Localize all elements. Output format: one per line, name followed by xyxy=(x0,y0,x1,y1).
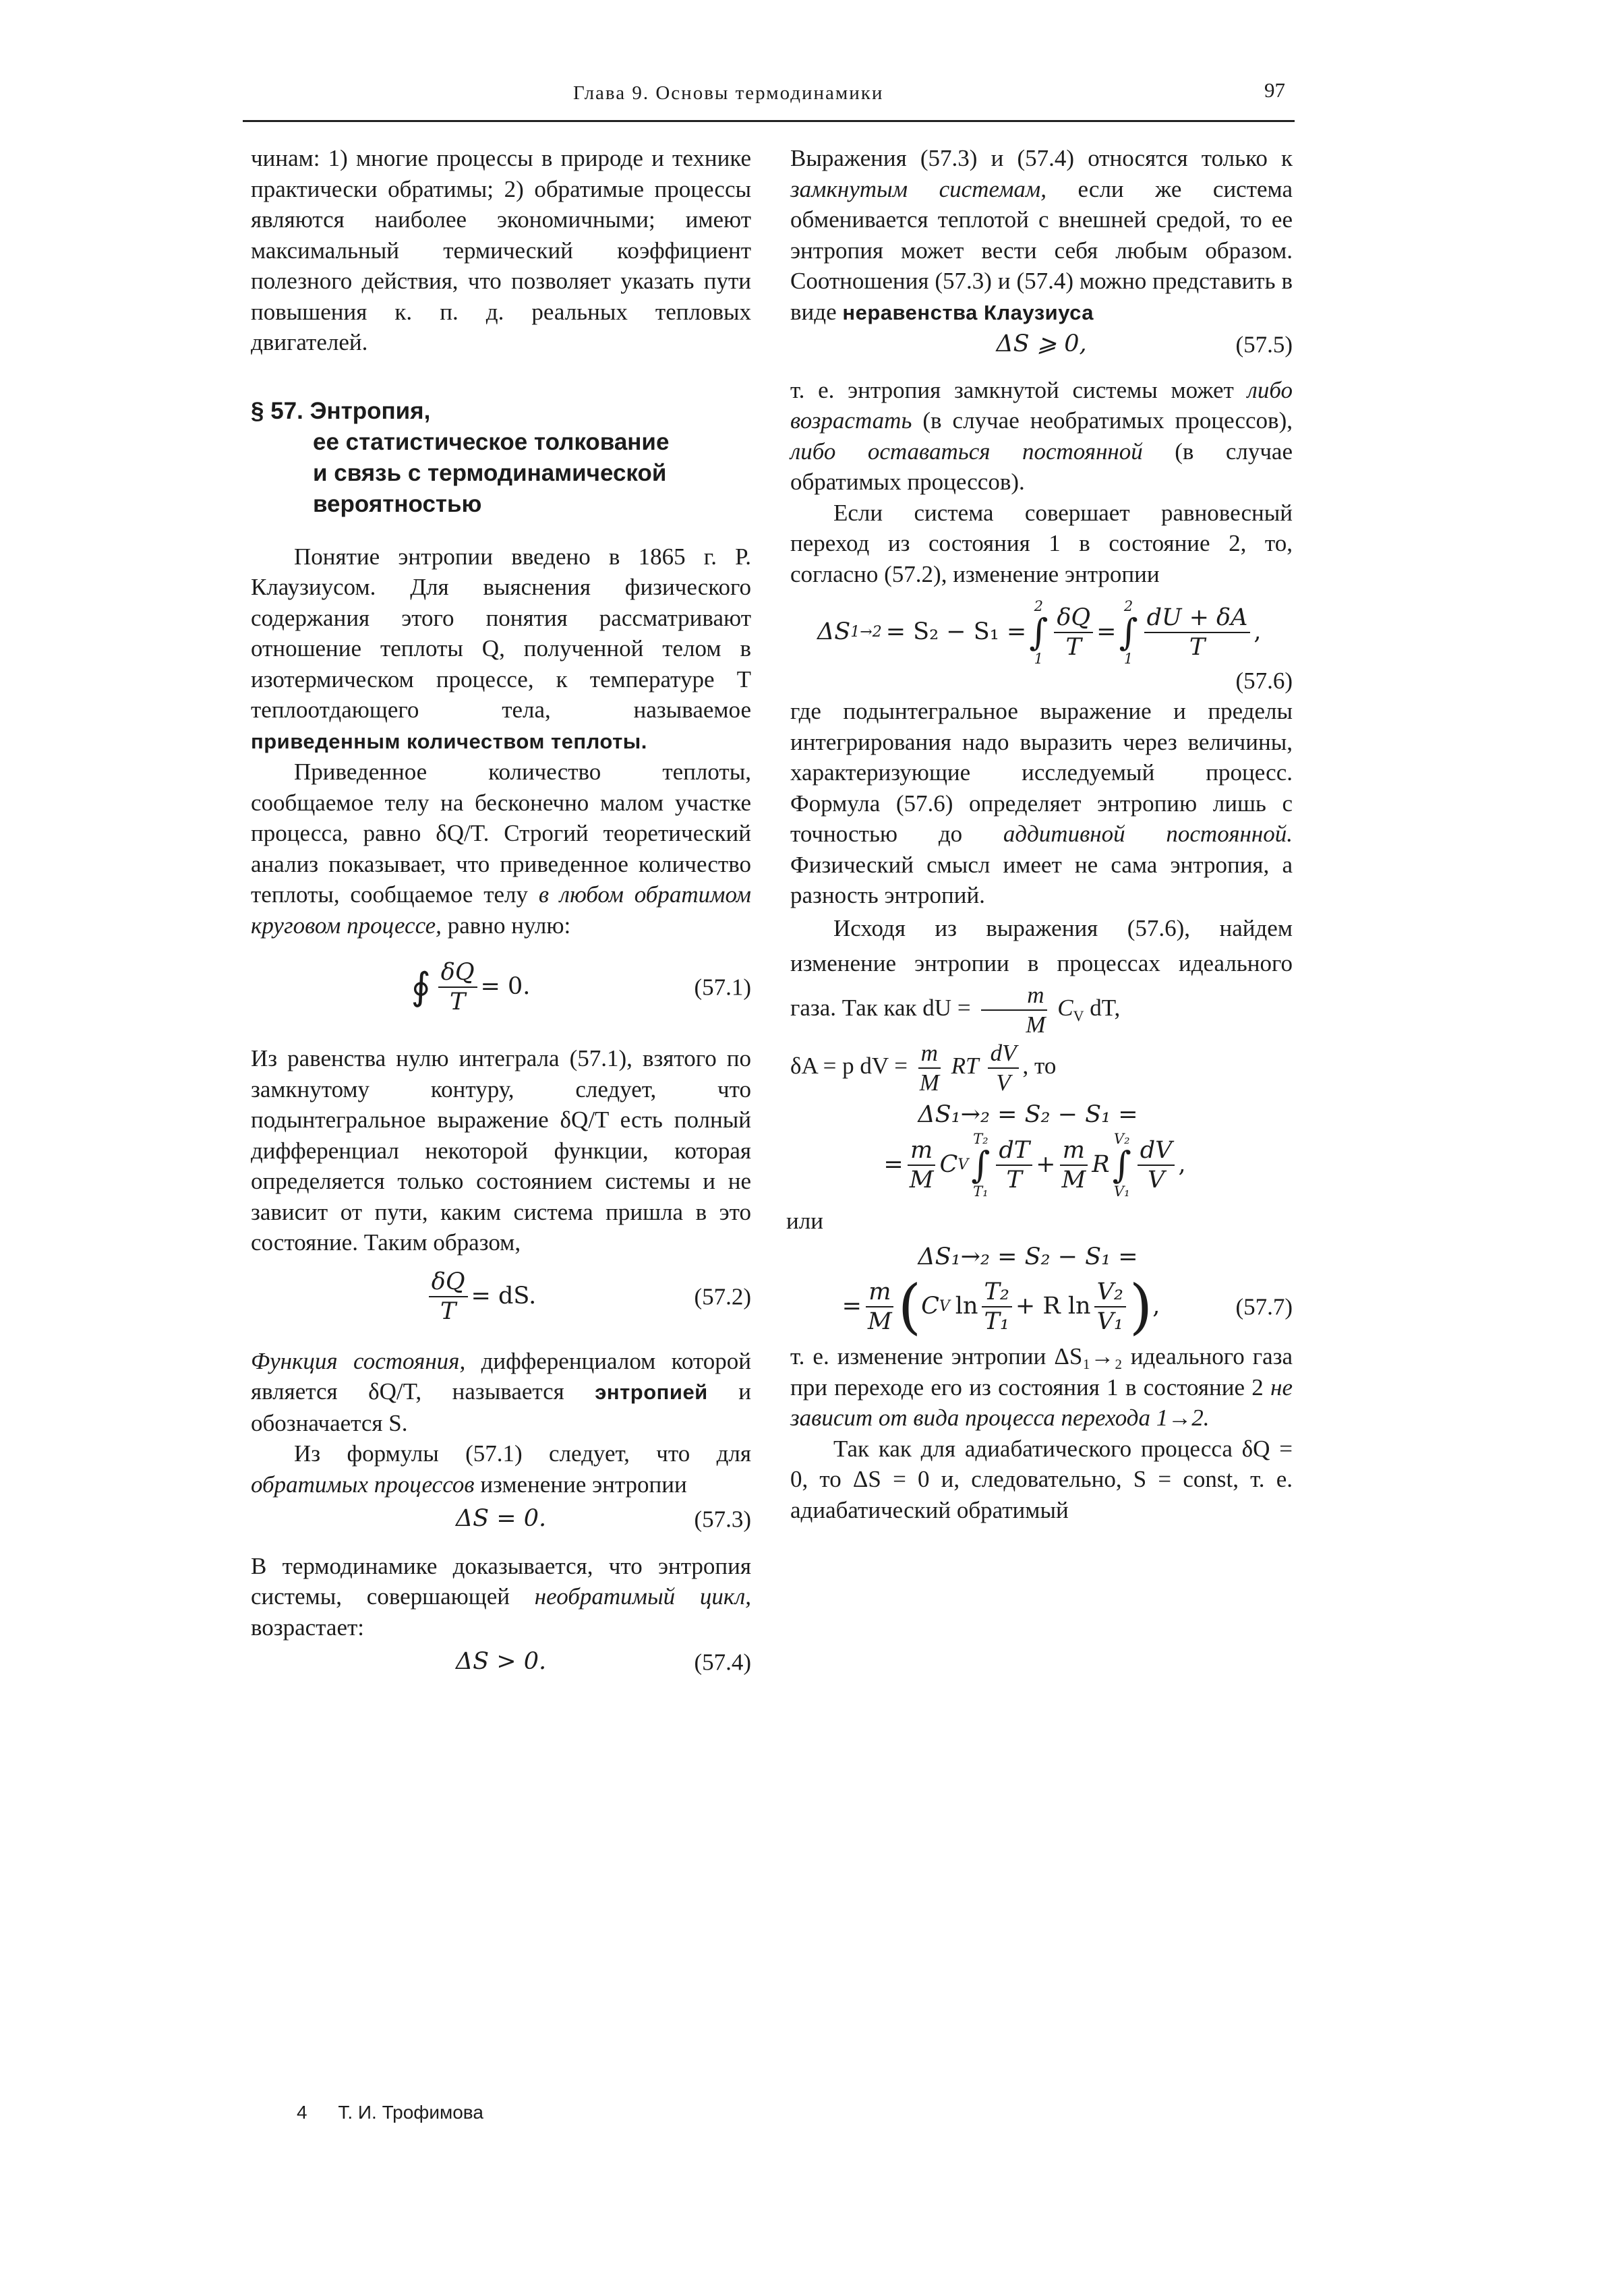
right-column xyxy=(786,143,1293,1525)
fraction: $\frac{dV}{V}$ xyxy=(1138,1136,1175,1194)
paragraph: или xyxy=(786,1208,823,1234)
paragraph: Функция состояния, дифференциалом которой является δQ/T, называется энтропией и обозначается S. xyxy=(251,1347,751,1436)
paragraph: т. е. изменение энтропии ΔS₁→₂ идеального газа при переходе его из состояния 1 в состояние 2 не зависит от вида процесса перехода 1→2. xyxy=(790,1343,1293,1431)
integral-icon: 2 ∫ 1 xyxy=(1029,598,1049,667)
section-heading xyxy=(251,396,751,520)
emphasis: в любом обратимом круговом процессе, xyxy=(251,881,751,939)
equation-57-3: ΔS = 0. (57.3) xyxy=(251,1504,751,1535)
author-name: Т. И. Трофимова xyxy=(338,2102,483,2123)
term-bold: неравенства Клаузиуса xyxy=(842,300,1094,324)
fraction: $\frac{m}{M}$ xyxy=(1059,1136,1088,1194)
equation-57-4: ΔS > 0. (57.4) xyxy=(251,1647,751,1678)
equation-number: (57.3) xyxy=(694,1506,751,1532)
fraction: $\frac{m}{M}$ xyxy=(980,981,1048,1039)
integral-icon: V₂ ∫ V₁ xyxy=(1112,1131,1131,1200)
fraction: $\frac{\delta Q}{T}$ xyxy=(438,958,477,1016)
paragraph: Из формулы (57.1) следует, что для обратимых процессов изменение энтропии xyxy=(251,1440,751,1498)
paragraph: Исходя из выражения (57.6), найдем изменение энтропии в процессах идеального газа. Так как dU = $\frac{m}{M}$ $C_V$ dT, xyxy=(790,914,1293,1038)
paragraph: Так как для адиабатического процесса δQ = 0, то ΔS = 0 и, следовательно, S = const, т. е. адиабатический обратимый xyxy=(790,1435,1293,1523)
heading-line: и связь с термодинамической xyxy=(313,459,667,486)
equation-line: ΔS₁→₂ = S₂ − S₁ = xyxy=(918,1243,1138,1270)
equation-number: (57.4) xyxy=(694,1649,751,1675)
integral-icon: 2 ∫ 1 xyxy=(1119,598,1138,667)
fraction: $\frac{\text{V₂}}{\text{V₁}}$ xyxy=(1094,1278,1126,1336)
heading-line: § 57. Энтропия, xyxy=(251,397,431,424)
equation-number: (57.1) xyxy=(694,974,751,1001)
paragraph: Выражения (57.3) и (57.4) относятся только к замкнутым системам, если же система обменивается теплотой с внешней средой, то ее энтропия может вести себя любым образом. Соотношения (57.3) и (57.4) можно представить в виде неравенства Клаузиуса xyxy=(790,145,1293,325)
equation-57-7: = $\frac{m}{M}$ ( C V ln $\frac{\text{T₂}}{\text{T₁}}$ + R ln $\frac{\text{V₂}}{\text{V₁}}$ ) , (57.7) xyxy=(842,1272,1293,1341)
fraction: $\frac{\text{T₂}}{\text{T₁}}$ xyxy=(982,1278,1012,1336)
fraction: $\frac{m}{M}$ xyxy=(917,1039,942,1097)
paragraph: где подынтегральное выражение и пределы интегрирования надо выразить через величины, характеризующие исследуемый процесс. Формула (57.6) определяет энтропию лишь с точностью до аддитивной постоянной. Физический смысл имеет не сама энтропия, а разность энтропий. xyxy=(790,698,1293,908)
emphasis: необратимый цикл, xyxy=(534,1583,751,1610)
emphasis: аддитивной постоянной. xyxy=(1003,821,1293,847)
fraction: $\frac{\delta Q}{T}$ xyxy=(1054,604,1093,661)
equation-number: (57.6) xyxy=(1235,668,1293,694)
heading-line: ее статистическое толкование xyxy=(313,428,670,455)
running-title: Глава 9. Основы термодинамики xyxy=(573,82,884,104)
signature-number: 4 xyxy=(297,2102,307,2123)
emphasis: обратимых процессов xyxy=(251,1471,475,1498)
emphasis: не зависит от вида процесса перехода 1→2. xyxy=(790,1374,1293,1431)
equation-number: (57.2) xyxy=(694,1283,751,1309)
equation-57-2: $\frac{\delta Q}{T}$ = dS. (57.2) xyxy=(251,1268,751,1326)
emphasis: либо возрастать xyxy=(790,376,1293,434)
paragraph: т. е. энтропия замкнутой системы может либо возрастать (в случае необратимых процессов), либо оставаться постоянной (в случае обратимых процессов). xyxy=(790,376,1293,495)
paragraph: В термодинамике доказывается, что энтропия системы, совершающей необратимый цикл, возрастает: xyxy=(251,1552,751,1641)
integral-icon: T₂ ∫ T₁ xyxy=(971,1131,991,1200)
equation-number: (57.5) xyxy=(1235,331,1293,357)
heading-line: вероятностью xyxy=(313,490,482,517)
equation-number: (57.7) xyxy=(1235,1293,1293,1320)
paragraph: Понятие энтропии введено в 1865 г. Р. Клаузиусом. Для выяснения физического содержания этого понятия рассматривают отношение теплоты Q, полученной телом в изотермическом процессе, к температуре T теплоотдающего тела, называемое приведенным количеством теплоты. xyxy=(251,543,751,753)
emphasis: Функция состояния, xyxy=(251,1347,466,1374)
paragraph: Приведенное количество теплоты, сообщаемое телу на бесконечно малом участке процесса, равно δQ/T. Строгий теоретический анализ показывает, что приведенное количество теплоты, сообщаемое телу в любом обратимом круговом процессе, равно нулю: xyxy=(251,759,751,939)
term-bold: приведенным количеством теплоты. xyxy=(251,729,647,753)
equation-line: = $\frac{m}{M}$ C V T₂ ∫ T₁ $\frac{dT}{T}$ + $\frac{m}{M}$ R V₂ ∫ V₁ $\frac{dV}{V}$ , xyxy=(883,1131,1186,1200)
fraction: $\frac{\delta Q}{T}$ xyxy=(429,1268,468,1326)
fraction: $\frac{dV}{V}$ xyxy=(988,1039,1020,1097)
equation-57-1: ∮ $\frac{\delta Q}{T}$ = 0. (57.1) xyxy=(411,959,751,1015)
page-number: 97 xyxy=(1264,78,1285,102)
fraction: $\frac{m}{M}$ xyxy=(907,1136,937,1194)
emphasis: замкнутым системам, xyxy=(790,175,1047,202)
paragraph: δA = p dV = $\frac{m}{M}$ RT $\frac{dV}{V}$ , то xyxy=(790,1039,1057,1096)
equation-57-6: ΔS 1→2 = S₂ − S₁ = 2 ∫ 1 $\frac{\delta Q}{T}$ = 2 ∫ 1 $\frac{dU + \delta A}{T}$ , xyxy=(817,598,1262,667)
fraction: $\frac{dT}{T}$ xyxy=(996,1136,1032,1194)
term-bold: энтропией xyxy=(595,1380,708,1404)
paragraph: Из равенства нулю интеграла (57.1), взятого по замкнутому контуру, следует, что подынтегральное выражение δQ/T есть полный дифференциал некоторой функции, которая определяется только состоянием системы и не зависит от пути, каким система пришла в это состояние. Таким образом, xyxy=(251,1045,751,1256)
page-header xyxy=(243,80,1295,122)
signature-footer xyxy=(297,2102,483,2123)
equation-line: ΔS₁→₂ = S₂ − S₁ = xyxy=(918,1100,1138,1128)
intro-paragraph: чинам: 1) многие процессы в природе и технике практически обратимы; 2) обратимые процессы являются наиболее экономичными; имеют максимальный термический коэффициент полезного действия, что позволяет указать пути повышения к. п. д. реальных тепловых двигателей. xyxy=(251,145,751,355)
contour-integral-icon: ∮ xyxy=(411,965,431,1009)
fraction: $\frac{dU + \delta A}{T}$ xyxy=(1144,604,1251,661)
fraction: $\frac{m}{M}$ xyxy=(865,1278,895,1336)
paragraph: Если система совершает равновесный переход из состояния 1 в состояние 2, то, согласно (57.2), изменение энтропии xyxy=(790,499,1293,587)
emphasis: либо оставаться постоянной xyxy=(790,438,1143,465)
equation-57-5: ΔS ⩾ 0, (57.5) xyxy=(790,329,1293,360)
left-column xyxy=(251,143,751,1678)
